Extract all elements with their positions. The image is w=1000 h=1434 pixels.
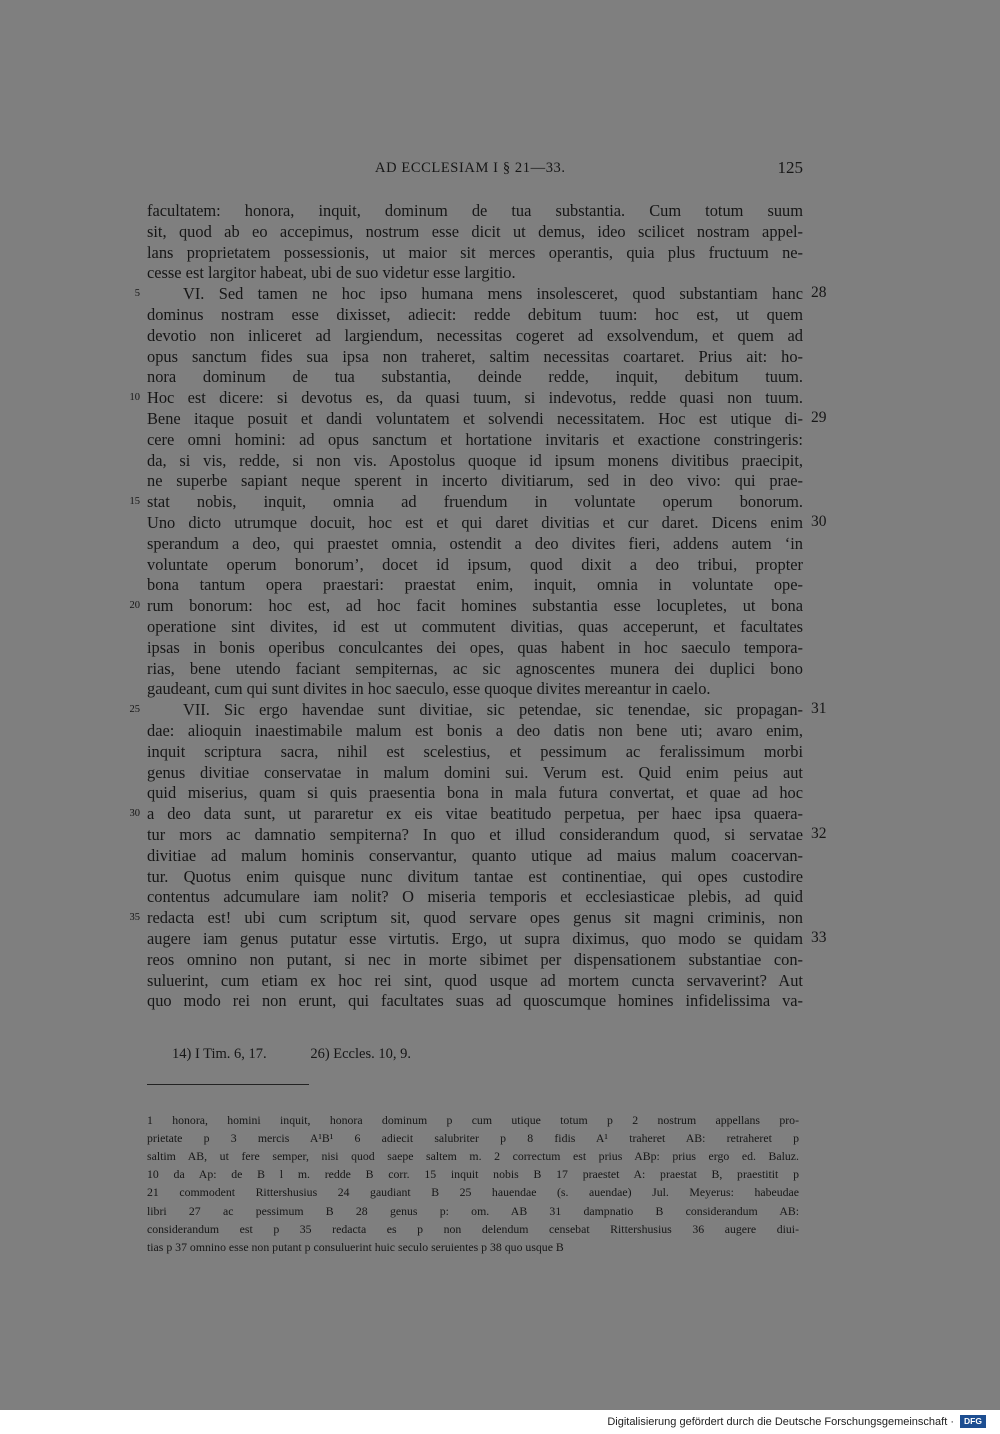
margin-line-number: 15 — [129, 496, 140, 508]
text-line: dae: alioquin inaestimabile malum est bonis a deo datis non bene uti; avaro enim, — [147, 721, 803, 740]
footnote-line: 1 honora, homini inquit, honora dominum p cum utique totum p 2 nostrum appellans pro- — [147, 1113, 799, 1127]
margin-line-number: 35 — [129, 912, 140, 924]
text-line: Uno dicto utrumque docuit, hoc est et qui daret divitias et cur daret. Dicens enim — [147, 513, 803, 532]
text-line: VI. Sed tamen ne hoc ipso humana mens insolesceret, quod substantiam hanc — [183, 284, 803, 304]
running-header — [147, 160, 803, 184]
running-title: AD ECCLESIAM I § 21—33. — [375, 160, 566, 176]
text-line: Bene itaque posuit et dandi voluntatem et solvendi necessitatem. Hoc est utique di- — [147, 409, 803, 428]
text-line: da, si vis, redde, si non vis. Apostolus quoque id ipsum monens divitibus praecipit, — [147, 450, 803, 470]
margin-line-number: 30 — [129, 808, 140, 820]
text-line: quid miserius, quam si quis praesentia bona in mala futura convertat, et quae ad hoc — [147, 783, 803, 803]
text-line: augere iam genus putatur esse virtutis. Ergo, ut supra diximus, quo modo se quidam — [147, 929, 803, 948]
text-line: cere omni homini: ad opus sanctum et hortatione invitaris et exactione constringeris: — [147, 429, 803, 449]
digitization-footer — [0, 1410, 1000, 1434]
footnote-line: considerandum est p 35 redacta es p non delendum censebat Rittershusius 36 augere diui- — [147, 1221, 799, 1236]
margin-line-number: 10 — [129, 392, 140, 404]
dfg-logo: DFG — [960, 1415, 986, 1428]
text-line: VII. Sic ergo havendae sunt divitiae, sic petendae, sic tenendae, sic propagan- — [183, 700, 803, 720]
text-line: facultatem: honora, inquit, dominum de tua substantia. Cum totum suum — [147, 201, 803, 220]
footnote-line: 21 commodent Rittershusius 24 gaudiant B 25 hauendae (s. auendae) Jul. Meyerus: habeudae — [147, 1185, 799, 1200]
margin-line-number: 5 — [134, 288, 140, 300]
paragraph-number: 30 — [811, 513, 827, 530]
text-line: genus divitiae conservatae in malum domini sui. Verum est. Quid enim peius aut — [147, 762, 803, 782]
footnote-line: tias p 37 omnino esse non putant p consuluerint huic seculo seruientes p 38 quo usque B — [147, 1239, 564, 1254]
text-line: rum bonorum: hoc est, ad hoc facit homines substantia esse locupletes, ut bona — [147, 596, 803, 616]
text-line: dominus nostram esse dixisset, adiecit: redde debitum tuum: hoc est, ut quem — [147, 305, 803, 324]
text-line: tur mors ac damnatio sempiterna? In quo et illud considerandum quod, si servatae — [147, 825, 803, 844]
paragraph-number: 32 — [811, 825, 827, 842]
footnote-rule — [147, 1084, 309, 1085]
paragraph-number: 29 — [811, 409, 827, 426]
text-line: tur. Quotus enim quisque nunc divitum tantae est continentiae, qui opes custodire — [147, 866, 803, 886]
text-line: nora dominum de tua substantia, deinde redde, inquit, debitum tuum. — [147, 367, 803, 387]
text-line: suluerint, cum etiam ex hoc rei sint, quod usque ad mortem cuncta servaverint? Aut — [147, 970, 803, 990]
funding-note: Digitalisierung gefördert durch die Deutsche Forschungsgemeinschaft · — [607, 1416, 954, 1428]
text-line: divitiae ad malum hominis conservantur, quanto utique ad maius malum coacervan- — [147, 845, 803, 865]
reference: 26) Eccles. 10, 9. — [310, 1046, 411, 1062]
text-line: gaudeant, cum qui sunt divites in hoc saeculo, esse quoque divites mereantur in caelo. — [147, 679, 711, 699]
reference: 14) I Tim. 6, 17. — [172, 1046, 267, 1062]
text-line: devotio non inliceret ad largiendum, necessitas cogeret ad exsolvendum, et quem ad — [147, 325, 803, 345]
margin-line-number: 25 — [129, 704, 140, 716]
paragraph-number: 31 — [811, 700, 827, 718]
footnote-line: libri 27 ac pessimum B 28 genus p: om. AB 31 dampnatio B considerandum AB: — [147, 1203, 799, 1218]
footnote-line: 10 da Ap: de B l m. redde B corr. 15 inquit nobis B 17 praestet A: praestat B, praestitit p — [147, 1167, 799, 1182]
text-line: opus sanctum fides sua ipsa non traheret, saltim necessitas coartaret. Prius ait: ho- — [147, 346, 803, 366]
text-line: operatione sint divites, id est ut commutent divitias, quas acceperunt, et facultates — [147, 617, 803, 636]
text-line: quo modo rei non erunt, qui facultates suas ad quoscumque homines infidelissima va- — [147, 991, 803, 1011]
text-line: cesse est largitor habeat, ubi de suo videtur esse largitio. — [147, 263, 516, 283]
footnote-line: prietate p 3 mercis A¹B¹ 6 adiecit salubriter p 8 fidis A¹ traheret AB: retraheret p — [147, 1131, 799, 1146]
text-line: Hoc est dicere: si devotus es, da quasi tuum, si indevotus, redde quasi non tuum. — [147, 388, 803, 408]
text-line: redacta est! ubi cum scriptum sit, quod servare opes genus sit magni criminis, non — [147, 908, 803, 928]
text-line: voluntate operum bonorum’, docet id ipsum, quod dixit a deo tribui, propter — [147, 554, 803, 574]
text-line: inquit scriptura sacra, nihil est scelestius, et pessimum ac feralissimum morbi — [147, 741, 803, 761]
paragraph-number: 33 — [811, 929, 827, 946]
text-line: lans proprietatem possessionis, ut maior sit merces operantis, quia plus fructuum ne- — [147, 242, 803, 262]
text-line: sit, quod ab eo accepimus, nostrum esse dicit ut demus, ideo scilicet nostram appel- — [147, 221, 803, 241]
paragraph-number: 28 — [811, 284, 827, 302]
text-line: bona tantum opera praestari: praestat enim, inquit, omnia in voluntate ope- — [147, 575, 803, 595]
footnote-line: saltim AB, ut fere semper, nisi quod saepe saltem m. 2 correctum est prius ABp: prius ergo ed. Baluz. — [147, 1149, 799, 1164]
text-line: a deo data sunt, ut pararetur ex eis vitae beatitudo perpetua, per haec ipsa quaera- — [147, 804, 803, 824]
text-line: contentus adcumulare iam nolit? O miseria temporis et ecclesiasticae plebis, ad quid — [147, 887, 803, 907]
page-number: 125 — [777, 158, 803, 177]
text-line: reos omnino non putant, si nec in morte sibimet per dispensationem substantiae con- — [147, 949, 803, 969]
text-line: ipsas in bonis operibus conculcantes dei opes, quas habent in hoc saeculo tempora- — [147, 637, 803, 657]
scripture-references — [172, 1046, 451, 1063]
text-line: sperandum a deo, qui praestet omnia, ostendit a deo divites fieri, addens autem ‘in — [147, 533, 803, 553]
text-line: stat nobis, inquit, omnia ad fruendum in voluntate operum bonorum. — [147, 492, 803, 512]
margin-line-number: 20 — [129, 600, 140, 612]
text-line: ne superbe sapiant neque sperent in incerto divitiarum, sed in deo vivo: qui prae- — [147, 471, 803, 491]
text-line: rias, bene utendo faciant sempiternas, ac sic agnoscentes munera dei duplici bono — [147, 658, 803, 678]
